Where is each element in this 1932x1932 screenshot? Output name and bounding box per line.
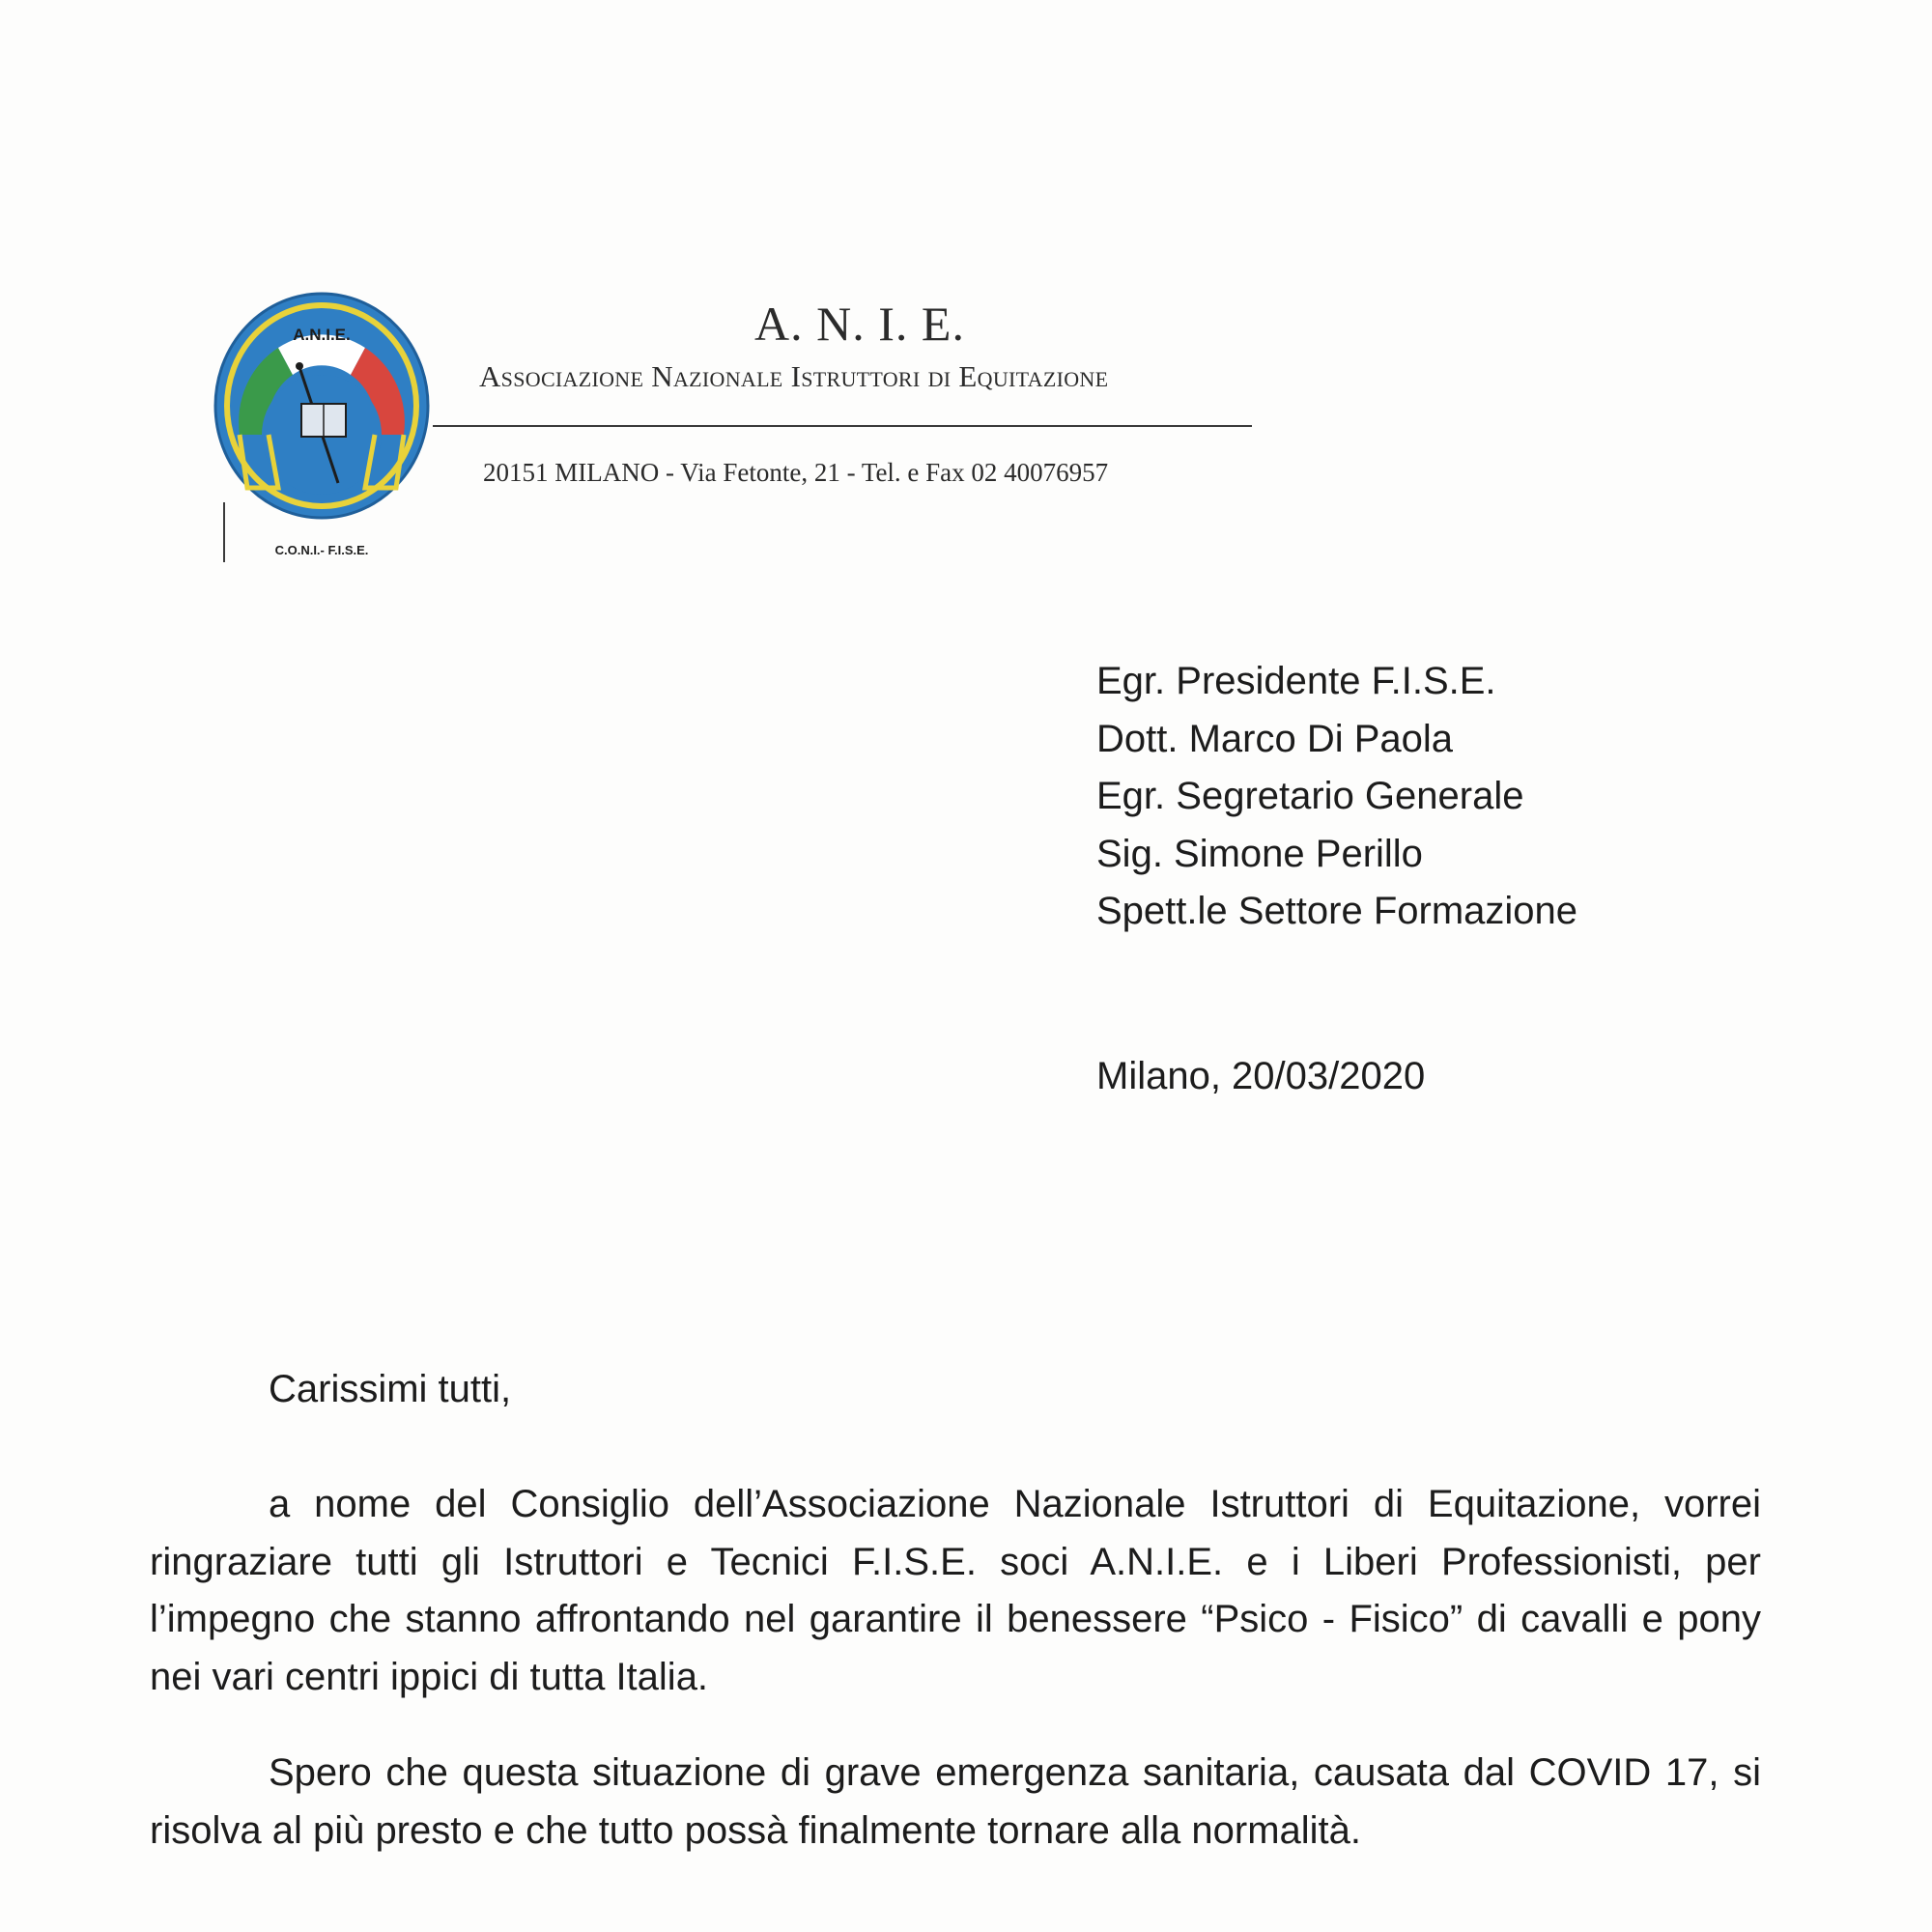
logo-bottom-text: C.O.N.I.- F.I.S.E. xyxy=(274,543,369,557)
recipients-block xyxy=(1096,653,1577,941)
recipient-line: Sig. Simone Perillo xyxy=(1096,832,1423,875)
body-paragraph: a nome del Consiglio dell’Associazione Nazionale Istruttori di Equitazione, vorrei ringraziare tutti gli Istruttori e Tecnici F.I.S.E. soci A.N.I.E. e i Liberi Professionisti, per l’impegno che stanno affrontando nel garantire il benessere “Psico - Fisico” di cavalli e pony nei vari centri ippici di tutta Italia. xyxy=(150,1483,1761,1698)
org-acronym: A. N. I. E. xyxy=(754,297,965,351)
horseshoe-emblem-icon xyxy=(211,290,433,570)
recipient-line: Spett.le Settore Formazione xyxy=(1096,890,1578,932)
body-paragraph: Spero che questa situazione di grave emergenza sanitaria, causata dal COVID 17, si risolva al più presto e che tutto possà finalmente tornare alla normalità. xyxy=(150,1751,1761,1852)
logo-top-text: A.N.I.E. xyxy=(293,326,351,344)
anie-logo xyxy=(211,290,433,570)
org-address: 20151 MILANO - Via Fetonte, 21 - Tel. e Fax 02 40076957 xyxy=(483,458,1109,487)
salutation: Carissimi tutti, xyxy=(269,1368,512,1410)
letterhead-divider xyxy=(433,425,1252,427)
logo-divider xyxy=(223,502,225,562)
recipient-line: Egr. Segretario Generale xyxy=(1096,775,1524,817)
place-date: Milano, 20/03/2020 xyxy=(1096,1055,1426,1097)
recipient-line: Egr. Presidente F.I.S.E. xyxy=(1096,660,1496,702)
org-full-name: Associazione Nazionale Istruttori di Equitazione xyxy=(479,359,1109,393)
recipient-line: Dott. Marco Di Paola xyxy=(1096,717,1454,760)
